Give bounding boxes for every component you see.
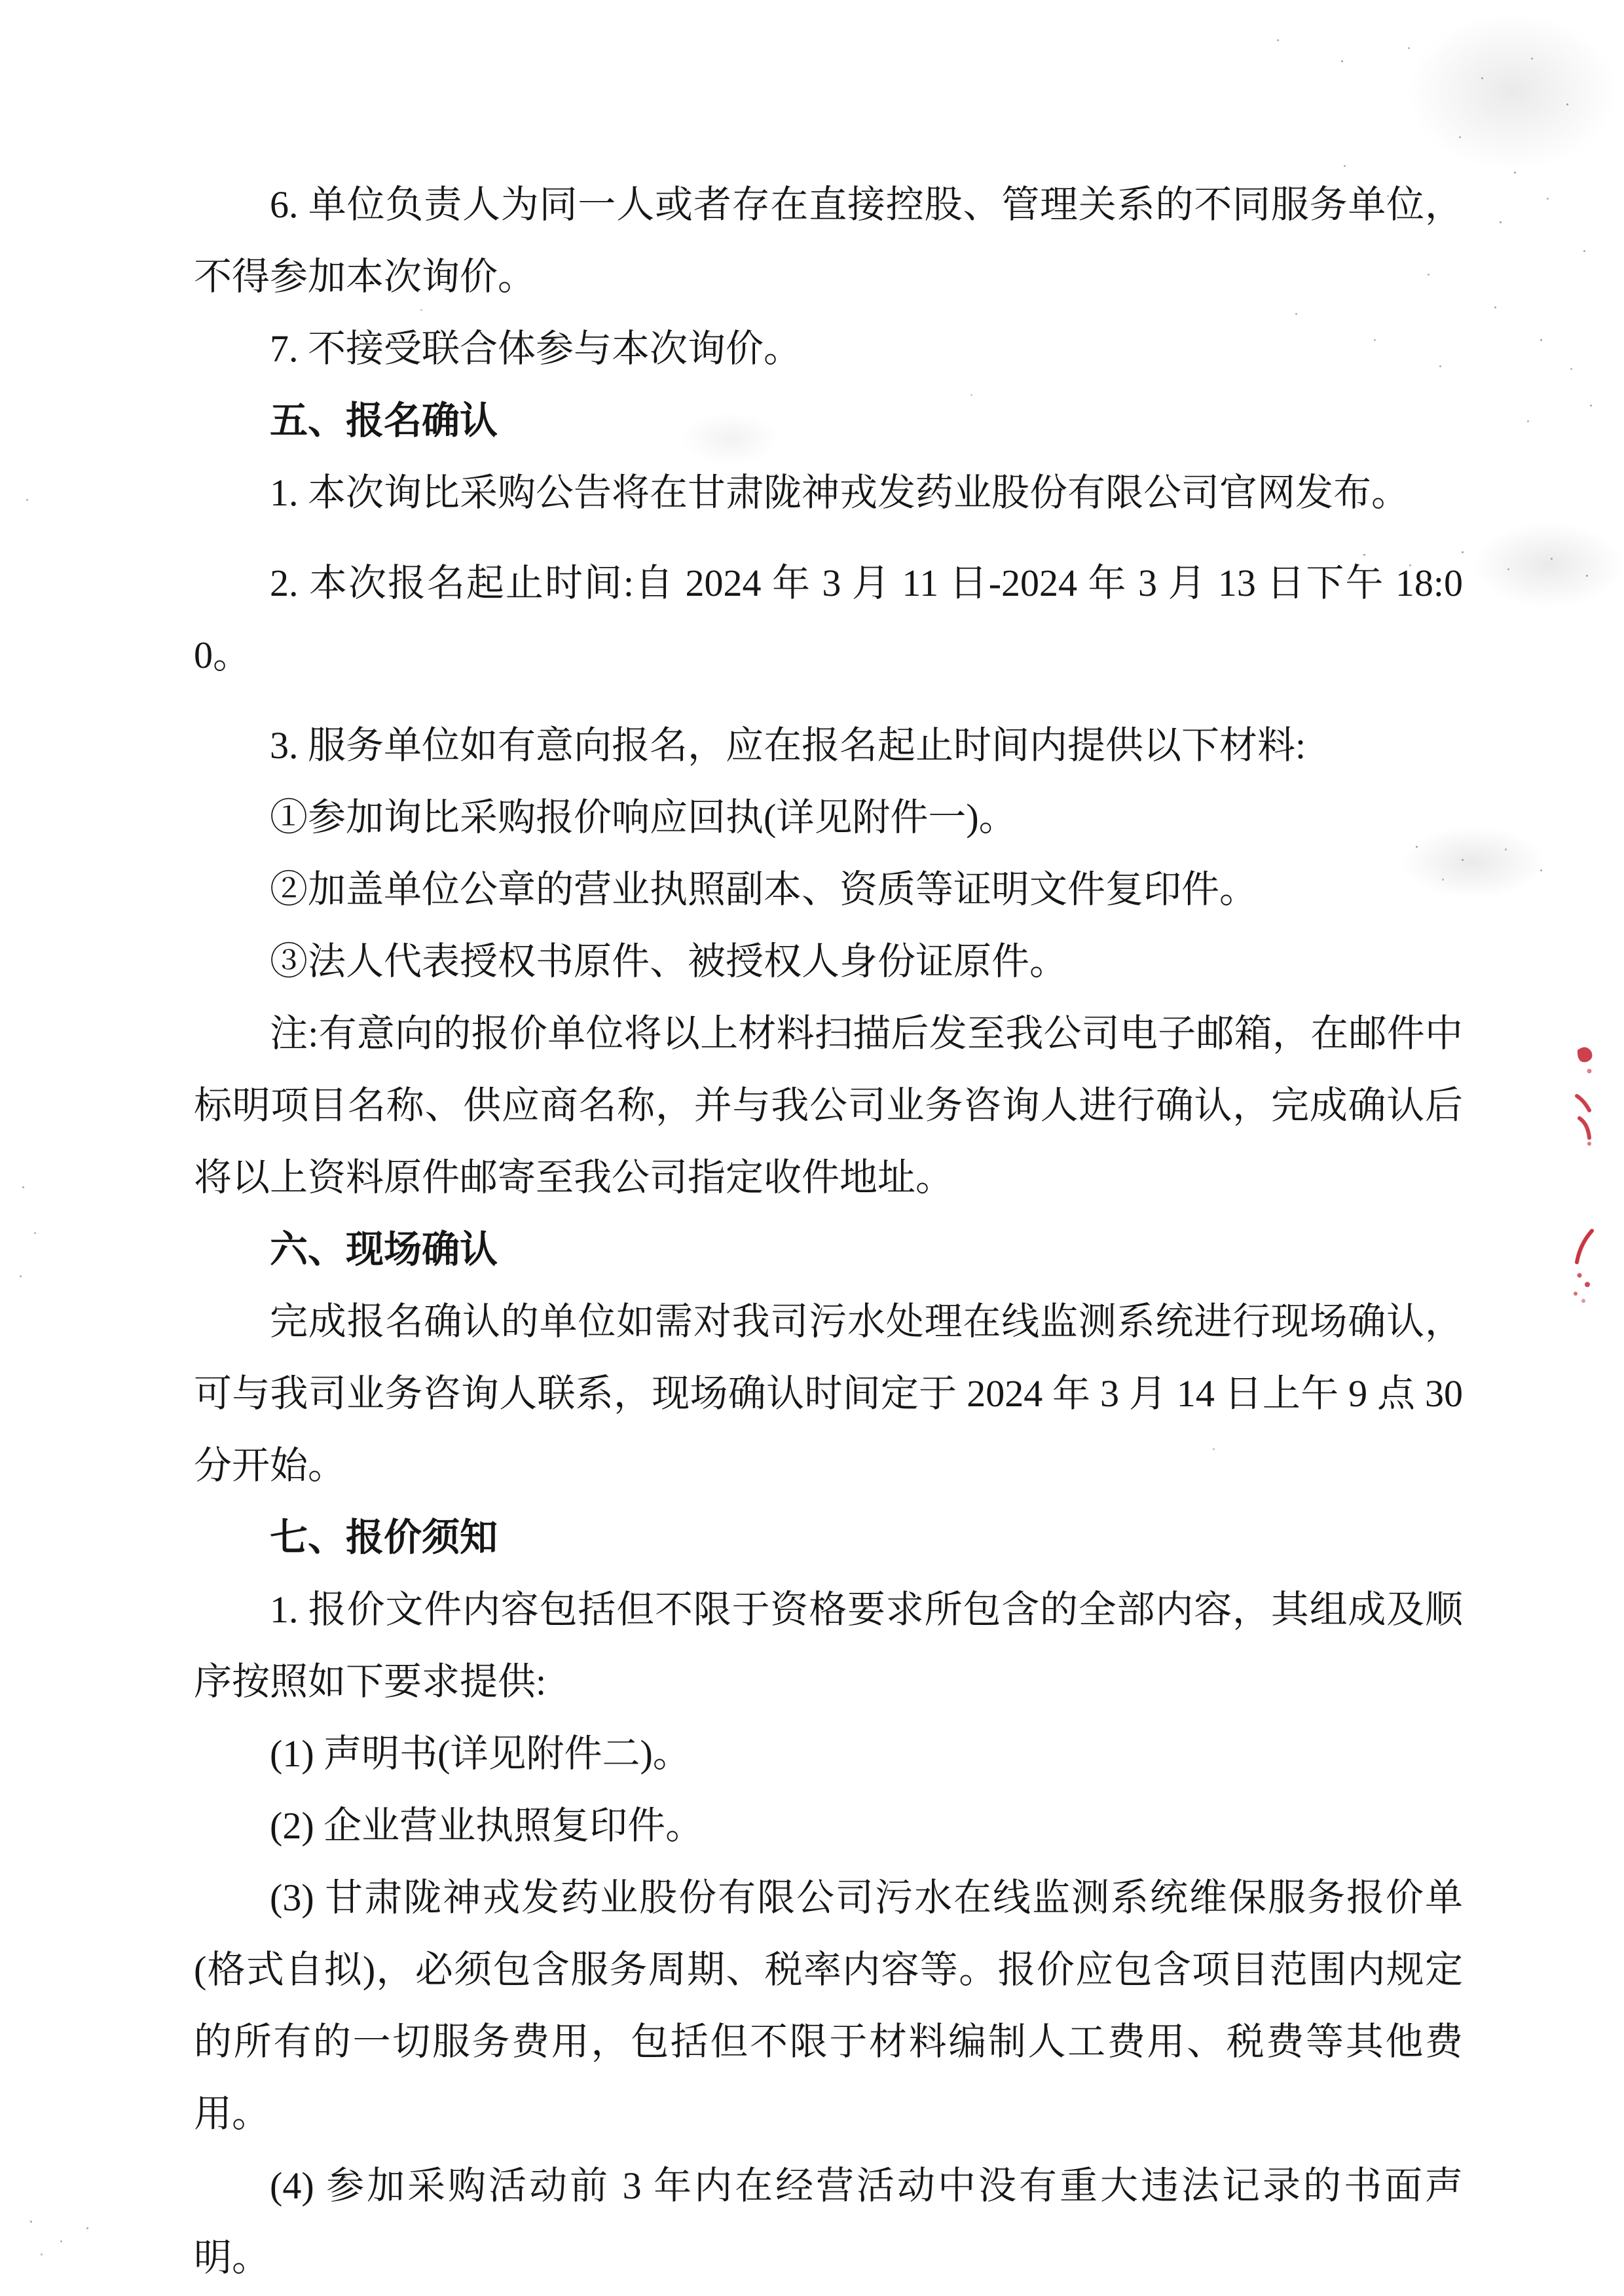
paragraph-item-6: 6. 单位负责人为同一人或者存在直接控股、管理关系的不同服务单位，不得参加本次询价。 <box>194 183 1463 298</box>
list-item-1-declaration: (1) 声明书(详见附件二)。 <box>270 1732 691 1775</box>
paragraph-announcement: 1. 本次询比采购公告将在甘肃陇神戎发药业股份有限公司官网发布。 <box>270 471 1410 514</box>
paragraph-item-7: 7. 不接受联合体参与本次询价。 <box>270 327 802 370</box>
scan-smudge <box>1408 13 1617 170</box>
scan-smudge <box>1473 522 1624 608</box>
list-item-circled-3: ③法人代表授权书原件、被授权人身份证原件。 <box>270 940 1068 983</box>
list-item-2-business-license: (2) 企业营业执照复印件。 <box>270 1804 704 1847</box>
section-heading-5-registration-confirmation: 五、报名确认 <box>270 399 498 442</box>
paragraph-materials-intro: 3. 服务单位如有意向报名，应在报名起止时间内提供以下材料: <box>270 724 1306 767</box>
text-block <box>194 169 1463 2294</box>
list-item-circled-2: ②加盖单位公章的营业执照副本、资质等证明文件复印件。 <box>270 868 1258 911</box>
list-item-4-written-declaration: (4) 参加采购活动前 3 年内在经营活动中没有重大违法记录的书面声明。 <box>194 2164 1463 2279</box>
list-item-3-quotation-sheet: (3) 甘肃陇神戎发药业股份有限公司污水在线监测系统维保服务报价单(格式自拟)，必须包含服务周期、税率内容等。报价应包含项目范围内规定的所有的一切服务费用，包括但不限于材料编制人工费用、税费等其他费用。 <box>194 1876 1463 2135</box>
section-heading-7-quotation-notice: 七、报价须知 <box>270 1516 498 1559</box>
paragraph-quotation-requirements: 1. 报价文件内容包括但不限于资格要求所包含的全部内容，其组成及顺序按照如下要求提供: <box>194 1588 1463 1703</box>
list-item-circled-1: ①参加询比采购报价响应回执(详见附件一)。 <box>270 796 1017 839</box>
section-heading-6-onsite-confirmation: 六、现场确认 <box>270 1228 498 1271</box>
scan-smudge <box>1401 826 1545 898</box>
scan-smudge <box>681 412 779 465</box>
paragraph-note: 注:有意向的报价单位将以上材料扫描后发至我公司电子邮箱，在邮件中标明项目名称、供应商名称，并与我公司业务咨询人进行确认，完成确认后将以上资料原件邮寄至我公司指定收件地址。 <box>194 1012 1463 1199</box>
scan-noise-speckles <box>0 0 2 2</box>
paragraph-registration-period: 2. 本次报名起止时间:自 2024 年 3 月 11 日-2024 年 3 月 13 日下午 18:00。 <box>194 562 1463 676</box>
red-ink-mark <box>1569 1036 1598 1317</box>
paragraph-onsite-confirmation: 完成报名确认的单位如需对我司污水处理在线监测系统进行现场确认，可与我司业务咨询人联系，现场确认时间定于 2024 年 3 月 14 日上午 9 点 30 分开始。 <box>194 1300 1463 1487</box>
